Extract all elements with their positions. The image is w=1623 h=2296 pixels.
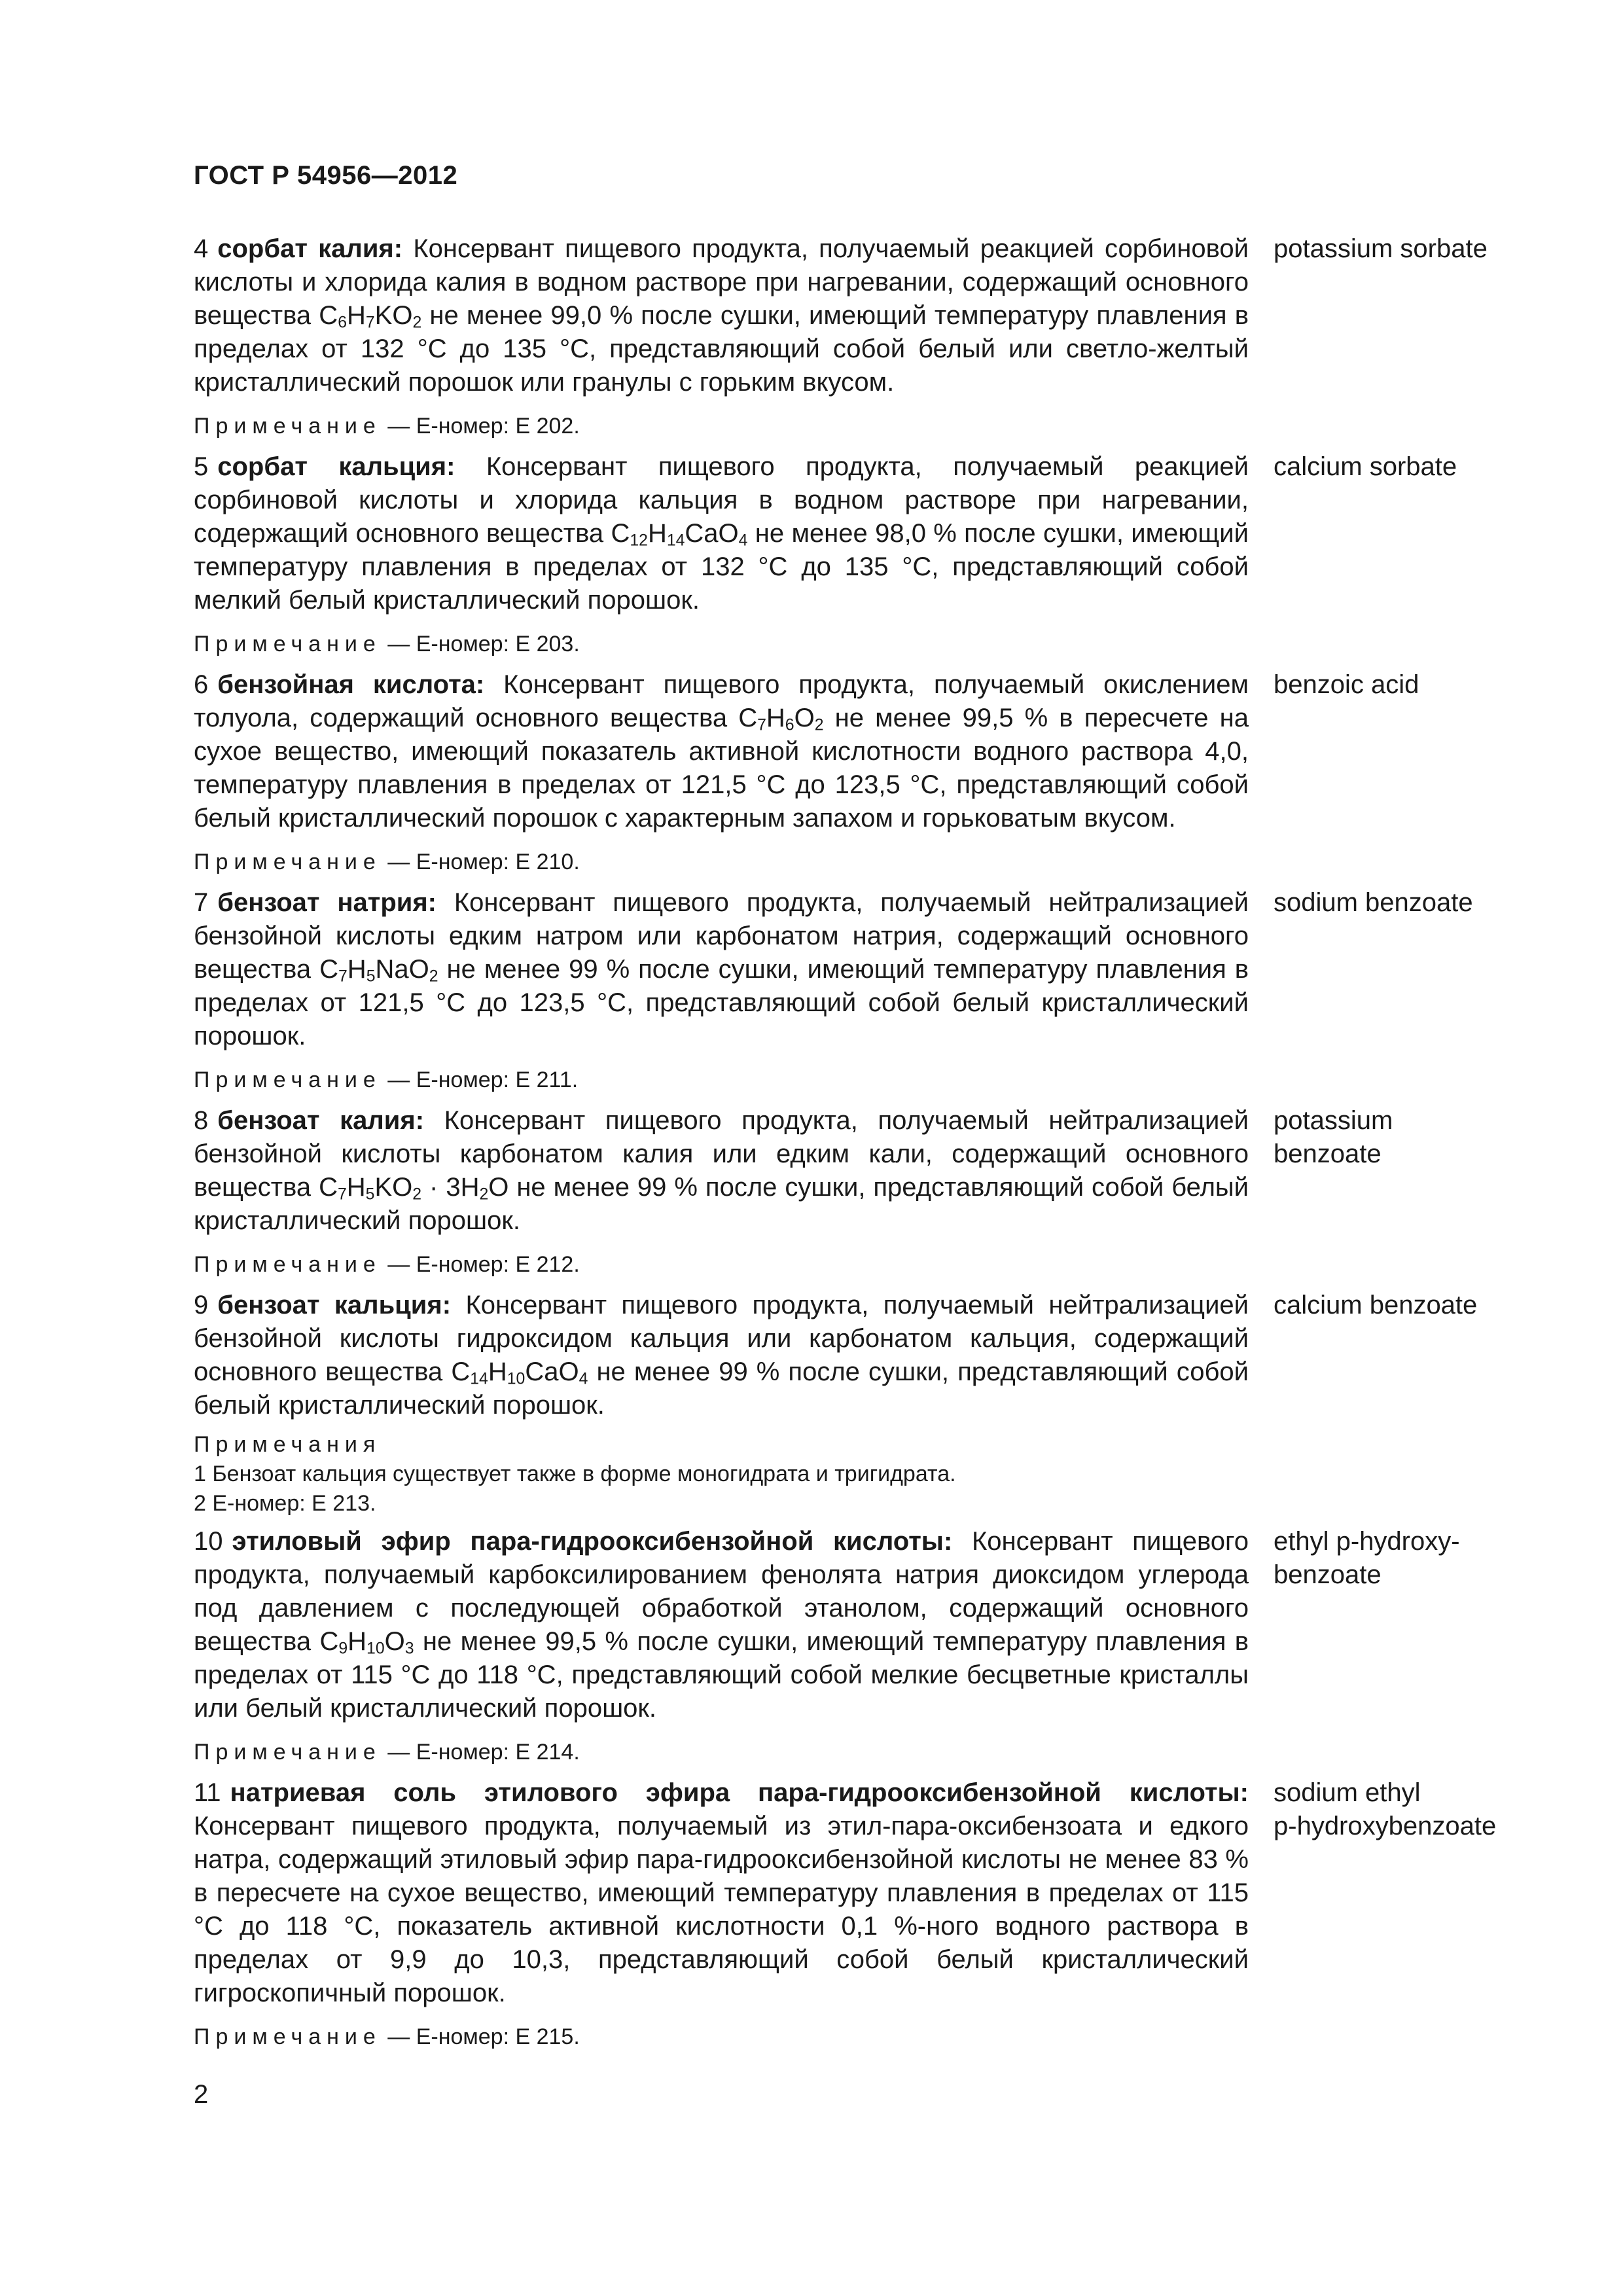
notes: Примечания 1 Бензоат кальция существует также в форме моногидрата и тригидрата. 2 Е-номер: Е 213. (194, 1432, 956, 1516)
term-name: этиловый эфир пара-гидрооксибензойной кислоты: (232, 1527, 953, 1556)
english-term: potassium sorbate (1274, 234, 1488, 263)
page-number: 2 (194, 2080, 209, 2109)
note: Примечание — Е-номер: Е 214. (194, 1740, 580, 1765)
term-definition: 8 бензоат калия: Консервант пищевого продукта, получаемый нейтрализацией бензойной кислоты карбонатом калия или едким кали, содержащий основного вещества $C_7H_5KO_2 \cdot 3H_2O$ не менее 99 % после сушки, представляющий собой белый кристаллический порошок. (194, 1106, 1249, 1235)
term-entry-9 (194, 1289, 1516, 1517)
term-name: натриевая соль этилового эфира пара-гидрооксибензойной кислоты: (230, 1778, 1249, 1807)
term-entry-4 (194, 232, 1516, 442)
note: Примечание — Е-номер: Е 212. (194, 1252, 580, 1277)
english-term: sodium benzoate (1274, 888, 1473, 917)
term-definition: 10 этиловый эфир пара-гидрооксибензойной кислоты: Консервант пищевого продукта, получаемый карбоксилированием фенолята натрия диоксидом углерода под давлением с последующей обработкой этанолом, содержащий основного вещества $C_9H_{10}O_3$ не менее 99,5 % после сушки, имеющий температуру плавления в пределах от 115 °C до 118 °C, представляющий собой мелкие бесцветные кристаллы или белый кристаллический порошок. (194, 1527, 1249, 1723)
term-entry-6 (194, 668, 1516, 878)
note: Примечание — Е-номер: Е 211. (194, 1067, 579, 1092)
term-name: бензоат кальция: (217, 1291, 452, 1319)
term-definition: 11 натриевая соль этилового эфира пара-гидрооксибензойной кислоты: Консервант пищевого продукта, получаемый из этил-пара-оксибензоата и едкого натра, содержащий этиловый эфир пара-гидрооксибензойной кислоты не менее 83 % в пересчете на сухое вещество, имеющий температуру плавления в пределах от 115 °C до 118 °C, показатель активной кислотности 0,1 %-ного водного раствора в пределах от 9,9 до 10,3, представляющий собой белый кристаллический гигроскопичный порошок. (194, 1778, 1249, 2007)
term-entry-11 (194, 1776, 1516, 2053)
term-name: бензойная кислота: (217, 670, 485, 699)
term-definition: 9 бензоат кальция: Консервант пищевого продукта, получаемый нейтрализацией бензойной кислоты гидроксидом кальция или карбонатом кальция, содержащий основного вещества $C_{14}H_{10}CaO_4$ не менее 99 % после сушки, представляющий собой белый кристаллический порошок. (194, 1291, 1249, 1420)
term-name: сорбат кальция: (217, 452, 455, 481)
term-definition: 6 бензойная кислота: Консервант пищевого продукта, получаемый окислением толуола, содержащий основного вещества $C_7H_6O_2$ не менее 99,5 % в пересчете на сухое вещество, имеющий показатель активной кислотности водного раствора 4,0, температуру плавления в пределах от 121,5 °C до 123,5 °C, представляющий собой белый кристаллический порошок с характерным запахом и горьковатым вкусом. (194, 670, 1249, 833)
note: Примечание — Е-номер: Е 210. (194, 850, 580, 874)
term-entry-8 (194, 1104, 1516, 1281)
term-entry-7 (194, 886, 1516, 1096)
term-entry-5 (194, 450, 1516, 660)
term-definition: 4 сорбат калия: Консервант пищевого продукта, получаемый реакцией сорбиновой кислоты и хлорида калия в водном растворе при нагревании, содержащий основного вещества $C_6H_7KO_2$ не менее 99,0 % после сушки, имеющий температуру плавления в пределах от 132 °C до 135 °C, представляющий собой белый или светло-желтый кристаллический порошок или гранулы с горьким вкусом. (194, 234, 1249, 397)
term-entry-10 (194, 1525, 1516, 1768)
term-definition: 5 сорбат кальция: Консервант пищевого продукта, получаемый реакцией сорбиновой кислоты и хлорида кальция в водном растворе при нагревании, содержащий основного вещества $C_{12}H_{14}CaO_4$ не менее 98,0 % после сушки, имеющий температуру плавления в пределах от 132 °C до 135 °C, представляющий собой мелкий белый кристаллический порошок. (194, 452, 1249, 615)
english-term: calcium sorbate (1274, 452, 1457, 481)
english-term: potassium benzoate (1274, 1106, 1393, 1168)
term-name: бензоат натрия: (217, 888, 437, 917)
term-name: сорбат калия: (217, 234, 403, 263)
term-entries (194, 232, 1516, 2061)
note: Примечание — Е-номер: Е 215. (194, 2024, 580, 2049)
english-term: benzoic acid (1274, 670, 1419, 699)
english-term: calcium benzoate (1274, 1291, 1478, 1319)
note: Примечание — Е-номер: Е 202. (194, 414, 580, 439)
term-definition: 7 бензоат натрия: Консервант пищевого продукта, получаемый нейтрализацией бензойной кислоты едким натром или карбонатом натрия, содержащий основного вещества $C_7H_5NaO_2$ не менее 99 % после сушки, имеющий температуру плавления в пределах от 121,5 °C до 123,5 °C, представляющий собой белый кристаллический порошок. (194, 888, 1249, 1050)
document-header: ГОСТ Р 54956—2012 (194, 161, 458, 190)
english-term: ethyl p-hydroxy- benzoate (1274, 1527, 1460, 1589)
term-name: бензоат калия: (217, 1106, 425, 1135)
english-term: sodium ethyl p-hydroxybenzoate (1274, 1778, 1497, 1840)
note: Примечание — Е-номер: Е 203. (194, 632, 580, 656)
